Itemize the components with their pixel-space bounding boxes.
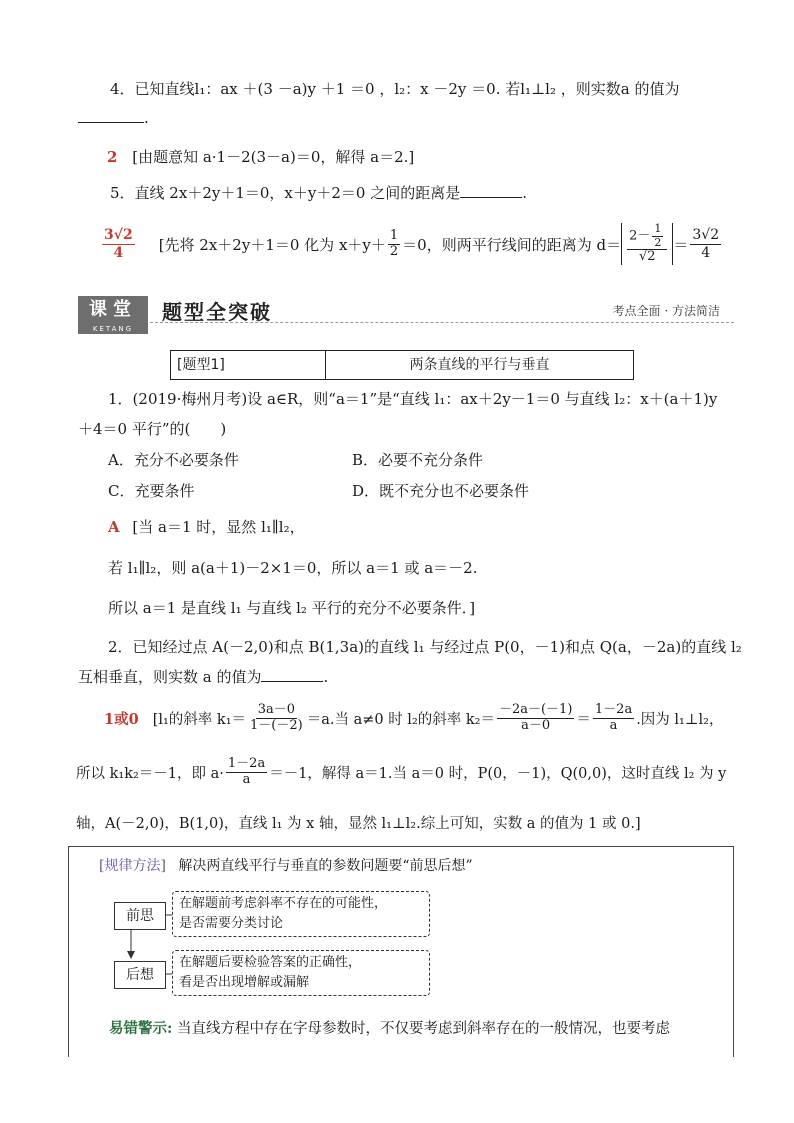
p2-solution-line1: 1或0 [l₁的斜率 k₁＝ $\frac{3a-0}{1-(-2)}$ ＝a.当 a≠0 时 l₂的斜率 k₂＝ $\frac{-2a-(-1)}{a-0}$ ＝ $\frac{1-2a}{a}$ .因为 l₁⊥l₂， bbox=[104, 701, 724, 733]
section-title: 题型全突破 bbox=[162, 300, 272, 324]
p2-line1: 2．已知经过点 A(－2,0)和点 B(1,3a)的直线 l₁ 与经过点 P(0，－1)和点 Q(a，－2a)的直线 l₂ bbox=[108, 638, 742, 656]
p1-option-a: A．充分不必要条件 bbox=[108, 451, 239, 469]
p1-option-c: C．充要条件 bbox=[108, 482, 195, 500]
p2-line2: 互相垂直，则实数 a 的值为 . bbox=[78, 668, 329, 686]
type-title: 两条直线的平行与垂直 bbox=[409, 357, 550, 373]
q4-solution-text: [由题意知 a·1－2(3－a)＝0，解得 a＝2.] bbox=[132, 148, 415, 166]
answer-blank bbox=[460, 183, 522, 198]
q4-solution bbox=[107, 146, 414, 167]
type-label: [题型1] bbox=[171, 351, 326, 379]
answer-blank bbox=[261, 667, 323, 682]
q5-answer: $\frac{3√2}{4}$ bbox=[104, 227, 133, 261]
p1-answer: A bbox=[108, 518, 120, 536]
pre-think-box: 在解题前考虑斜率不存在的可能性， 是否需要分类讨论 bbox=[172, 891, 430, 937]
q4-line2: . bbox=[78, 108, 149, 127]
node-post-think: 后想 bbox=[114, 961, 166, 989]
p1-line1: 1．(2019·梅州月考)设 a∈R，则“a＝1”是“直线 l₁：ax＋2y－1＝0 与直线 l₂：x＋(a＋1)y bbox=[108, 390, 718, 408]
q5-solution: $\frac{3√2}{4}$ [先将 2x＋2y＋1＝0 化为 x＋y＋ $\frac{1}{2}$ ＝0，则两平行线间的距离为 d＝ 2－ $\frac{1}{2}$ √2 ＝ $\frac{3√2}{4}$ bbox=[104, 221, 720, 265]
p1-line2: ＋4＝0 平行”的( ) bbox=[78, 420, 227, 438]
post-think-box: 在解题后要检验答案的正确性， 看是否出现增解或漏解 bbox=[172, 950, 430, 996]
p1-option-b: B．必要不充分条件 bbox=[352, 451, 484, 469]
q5-line: 5．直线 2x＋2y＋1＝0，x＋y＋2＝0 之间的距离是 . bbox=[110, 184, 527, 202]
p2-solution-line2: 所以 k₁k₂＝－1，即 a· $\frac{1-2a}{a}$ ＝－1，解得 a＝1.当 a＝0 时，P(0，－1)，Q(0,0)，这时直线 l₂ 为 y bbox=[76, 755, 727, 787]
divider bbox=[150, 322, 734, 323]
abs-value: 2－ $\frac{1}{2}$ √2 bbox=[621, 223, 673, 265]
method-heading: [规律方法] 解决两直线平行与垂直的参数问题要“前思后想” bbox=[99, 858, 473, 874]
q4-answer: 2 bbox=[107, 148, 118, 166]
p1-solution-line2: 若 l₁∥l₂，则 a(a＋1)－2×1＝0，所以 a＝1 或 a＝－2. bbox=[108, 559, 478, 577]
q4-line1: 4．已知直线l₁：ax ＋(3 －a)y ＋1 ＝0 ，l₂：x －2y ＝0. 若l₁⊥l₂ ，则实数a 的值为 bbox=[110, 80, 680, 98]
answer-blank bbox=[78, 108, 144, 123]
p1-solution-line1: A [当 a＝1 时，显然 l₁∥l₂， bbox=[108, 518, 305, 536]
warning-note: 易错警示: 当直线方程中存在字母参数时，不仅要考虑到斜率存在的一般情况，也要考虑 bbox=[109, 1020, 670, 1037]
p1-option-d: D．既不充分也不必要条件 bbox=[352, 482, 530, 500]
p1-solution-line3: 所以 a＝1 是直线 l₁ 与直线 l₂ 平行的充分不必要条件．] bbox=[108, 599, 476, 617]
node-pre-think: 前思 bbox=[114, 902, 166, 930]
p2-solution-line3: 轴，A(－2,0)，B(1,0)，直线 l₁ 为 x 轴，显然 l₁⊥l₂.综上可知，实数 a 的值为 1 或 0.] bbox=[76, 816, 641, 832]
section-badge: 课堂 KETANG bbox=[78, 296, 148, 336]
p2-answer: 1或0 bbox=[104, 710, 139, 728]
section-tagline: 考点全面 · 方法简洁 bbox=[612, 304, 720, 318]
question-type-header bbox=[170, 350, 634, 380]
method-box bbox=[68, 846, 734, 1057]
